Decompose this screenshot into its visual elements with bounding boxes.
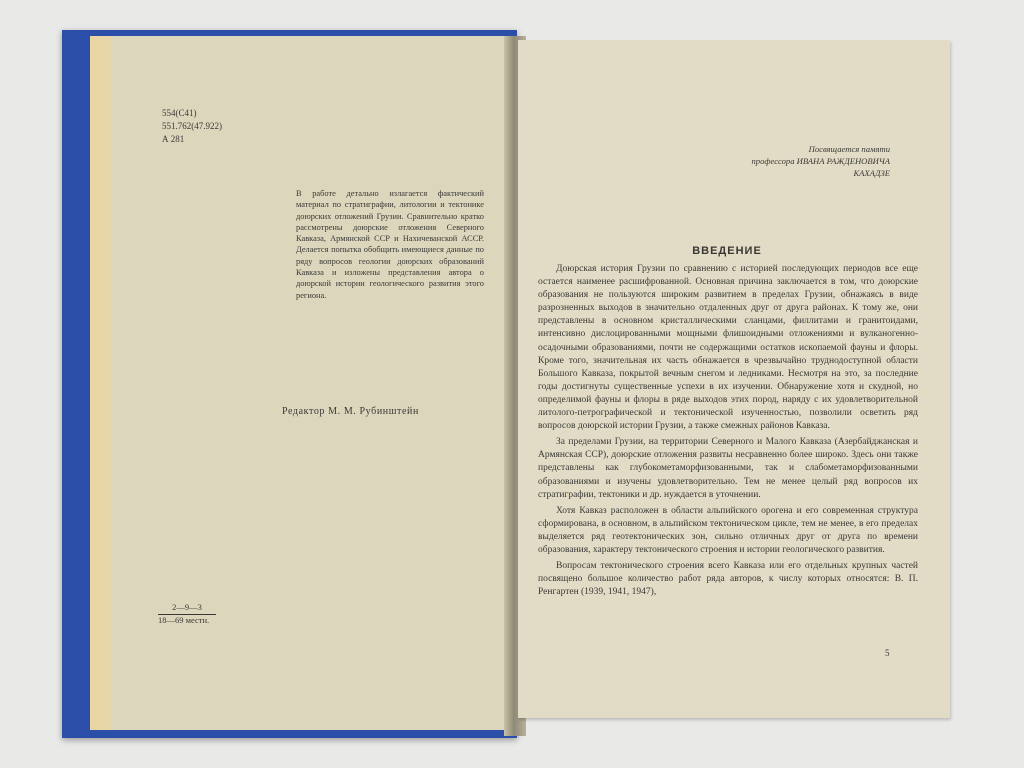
dedication (752, 143, 891, 179)
chapter-heading: ВВЕДЕНИЕ (692, 245, 762, 257)
editor-credit: Редактор М. М. Рубинштейн (282, 406, 419, 417)
publication-code (158, 602, 216, 626)
page-edge-strip (90, 36, 112, 730)
paragraph: Вопросам тектонического строения всего Кавказа или его отдельных крупных частей посвящено большое количество работ ряда авторов, к числу которых относятся: В. П. Ренгартен (1939, 1941, 1947), (538, 561, 918, 598)
paragraph: Хотя Кавказ расположен в области альпийского орогена и его современная структура сформирована, в основном, в альпийском тектоническом цикле, тем не менее, в его пределах выделяется ряд геотектонических зон, сильно отличных друг от друга по времени образования, характеру тектонического строения и истории геологического развития. (538, 505, 918, 555)
abstract-text: В работе детально излагается фактический материал по стратиграфии, литологии и тектонике доюрских отложений Грузии. Сравнительно кратко рассмотрены доюрские отложения Северного Кавказа, Армянской ССР и Нахичеванской АССР. Делается попытка обобщить имеющиеся данные по ряду вопросов геологии доюрских образований Кавказа и изложены представления автора о доюрской истории геологического развития этого региона. (296, 189, 484, 300)
paragraph: Доюрская история Грузии по сравнению с историей последующих периодов все еще остается наименее расшифрованной. Основная причина заключается в том, что доюрские образования не пользуются широким развитием в пределах Грузии, обнажаясь в виде разрозненных выходов в значительно отдаленных друг от друга районах. К тому же, они представлены в основном кристаллическими сланцами, филлитами и гранитоидами, интенсивно дислоцированными мощными флишоидными отложениями и вулканогенно-осадочными образованиями, почти не содержащими остатков ископаемой фауны и флоры. Кроме того, значительная их часть обнажается в чрезвычайно труднодоступной области Большого Кавказа, покрытой вечным снегом и ледниками. Несмотря на это, за последние годы достигнуты существенные успехи в их изучении. Обнаружение хотя и скудной, но определимой фауны и флоры в ряде выходов этих пород, наряду с их удовлетворительной литолого-петрографической и тектонической изученностью, позволили осветить ряд вопросов доюрской истории Грузии, а также смежных районов Кавказа. (538, 264, 918, 432)
page-number: 5 (885, 648, 890, 658)
left-page (90, 36, 514, 730)
paragraph: За пределами Грузии, на территории Северного и Малого Кавказа (Азербайджанская и Армянская ССР), доюрские отложения развиты несравненно более широко. Здесь они также представлены как глубокометаморфизованными, так и слабометаморфизованными образованиями и изучены удовлетворительно. Тем не менее целый ряд вопросов их стратиграфии, тектоники и др. нуждается в уточнении. (538, 437, 918, 500)
dedication-line: профессора ИВАНА РАЖДЕНОВИЧА (751, 156, 890, 166)
body-text (538, 263, 918, 602)
udc-code: 554(С41) (162, 108, 197, 118)
udc-code: 551.762(47.922) (162, 121, 222, 131)
publication-code-line: 18—69 местн. (158, 615, 210, 625)
dedication-line: КАХАДЗЕ (853, 168, 890, 178)
publication-code-line: 2—9—3 (158, 602, 216, 615)
dedication-line: Посвящается памяти (808, 144, 890, 154)
udc-code: А 281 (162, 134, 185, 144)
